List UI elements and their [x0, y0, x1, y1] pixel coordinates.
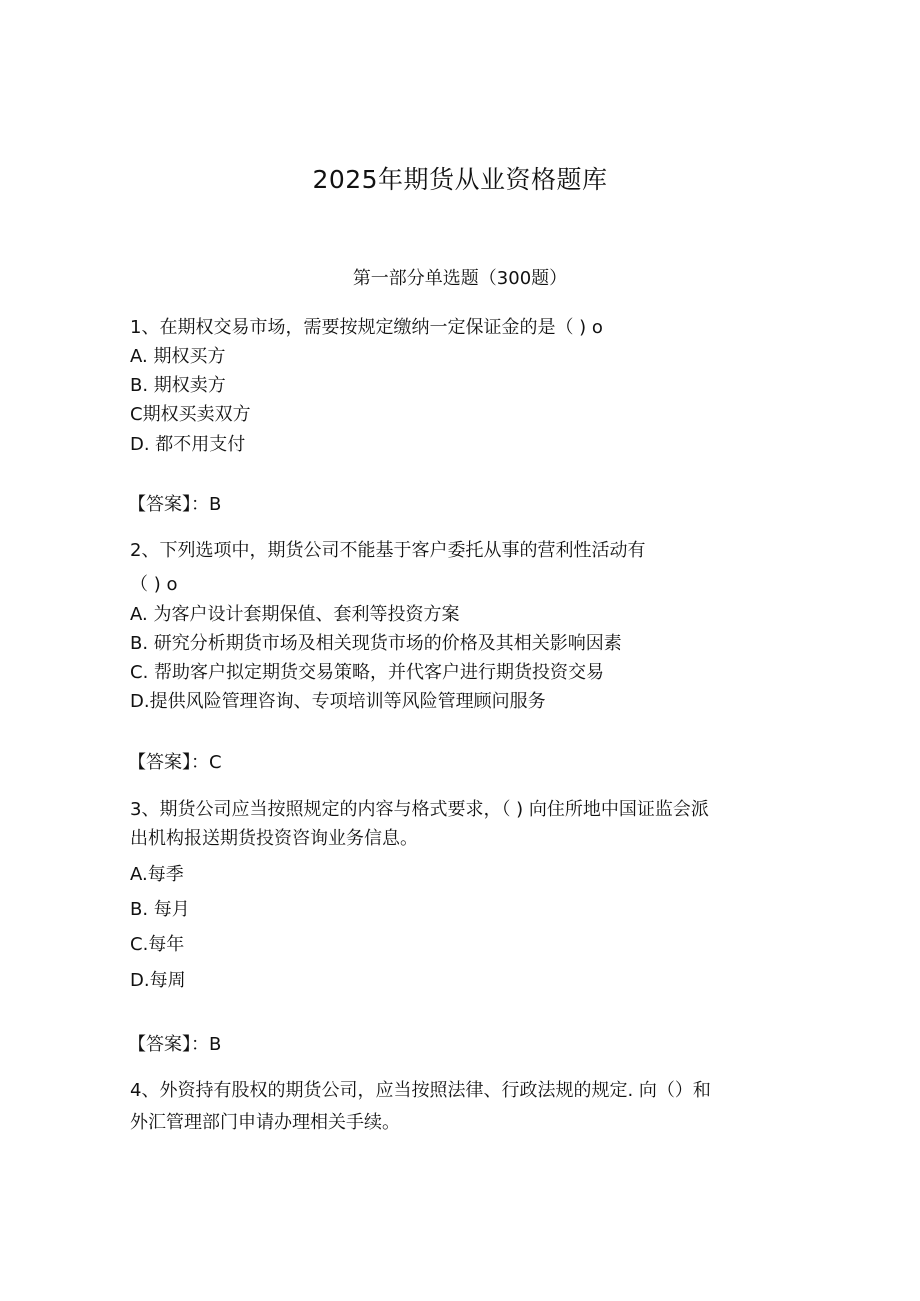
section-heading: 第一部分单选题（300题） — [352, 268, 568, 289]
question-1-option-d: D. 都不用支付 — [130, 434, 246, 455]
question-3-option-d: D.每周 — [130, 970, 186, 991]
question-1-stem: 1、在期权交易市场，需要按规定缴纳一定保证金的是（ ) o — [130, 317, 603, 338]
question-2-stem-line-2: （ ) o — [130, 574, 178, 595]
question-1-answer: 【答案】：B — [128, 494, 222, 515]
question-2-answer: 【答案】：C — [128, 752, 222, 773]
question-2-option-a: A. 为客户设计套期保值、套利等投资方案 — [130, 604, 460, 625]
question-3-stem-line-1: 3、期货公司应当按照规定的内容与格式要求，（ ) 向住所地中国证监会派 — [130, 799, 709, 820]
document-title: 2025年期货从业资格题库 — [312, 165, 608, 194]
question-1-option-a: A. 期权买方 — [130, 346, 226, 367]
question-2-option-d: D.提供风险管理咨询、专项培训等风险管理顾问服务 — [130, 691, 546, 712]
question-3-stem-line-2: 出机构报送期货投资咨询业务信息。 — [130, 828, 418, 849]
question-3-option-c: C.每年 — [130, 934, 185, 955]
question-2-option-c: C. 帮助客户拟定期货交易策略，并代客户进行期货投资交易 — [130, 662, 605, 683]
question-3-option-b: B. 每月 — [130, 899, 190, 920]
question-1-option-c: C期权买卖双方 — [130, 404, 251, 425]
question-2-stem-line-1: 2、下列选项中，期货公司不能基于客户委托从事的营利性活动有 — [130, 540, 646, 561]
question-3-option-a: A.每季 — [130, 864, 184, 885]
question-1-option-b: B. 期权卖方 — [130, 375, 226, 396]
question-4-stem-line-2: 外汇管理部门申请办理相关手续。 — [130, 1112, 400, 1133]
question-2-option-b: B. 研究分析期货市场及相关现货市场的价格及其相关影响因素 — [130, 633, 622, 654]
question-3-answer: 【答案】：B — [128, 1034, 222, 1055]
question-4-stem-line-1: 4、外资持有股权的期货公司，应当按照法律、行政法规的规定. 向（）和 — [130, 1080, 711, 1101]
